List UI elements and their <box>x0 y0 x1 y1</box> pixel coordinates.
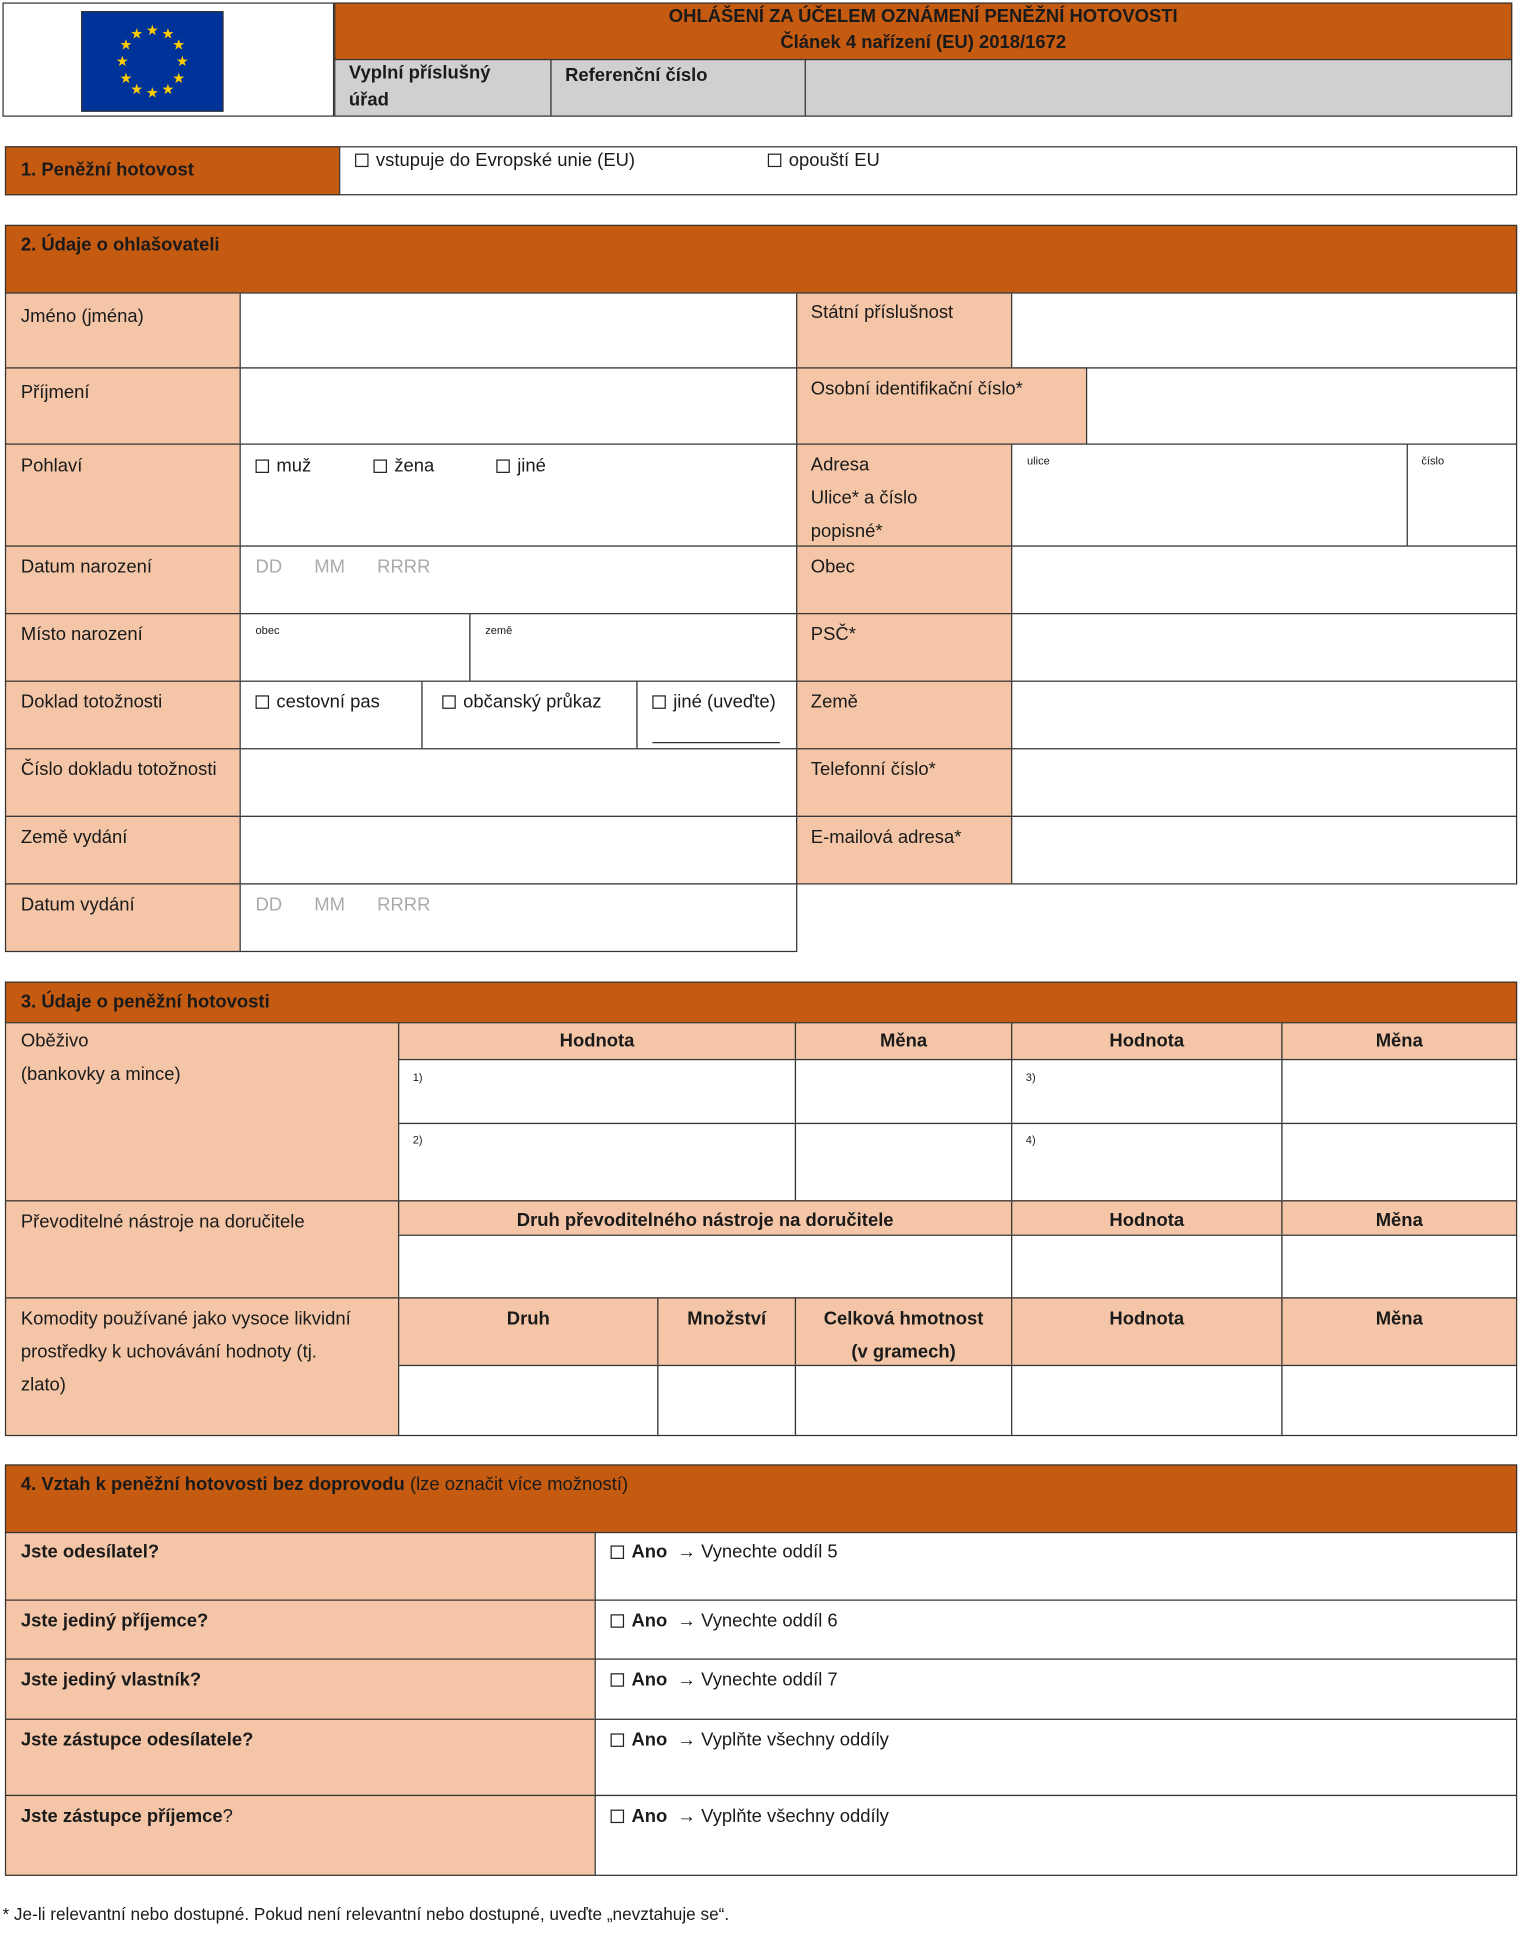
street-field[interactable] <box>1011 443 1408 546</box>
form-subtitle: Článek 4 nařízení (EU) 2018/1672 <box>780 31 1067 53</box>
s3-title: 3. Údaje o peněžní hotovosti <box>20 991 270 1013</box>
id-other-specify-line[interactable] <box>652 742 780 743</box>
currency-value-field[interactable] <box>1011 1059 1282 1124</box>
a-sole-recipient-option[interactable] <box>611 1604 838 1637</box>
email-field[interactable] <box>1011 816 1517 885</box>
country-field[interactable] <box>1011 681 1517 750</box>
col-value-2: Hodnota <box>1109 1030 1185 1052</box>
commodity-quantity-field[interactable] <box>657 1365 796 1436</box>
currency-code-field[interactable] <box>795 1123 1012 1202</box>
row-number: 4) <box>1025 1133 1036 1147</box>
street-hint: ulice <box>1027 454 1050 467</box>
currency-code-field[interactable] <box>1281 1123 1517 1202</box>
label-address-2: Ulice* a číslo <box>810 487 918 509</box>
id-number-field[interactable] <box>240 748 798 817</box>
issue-country-field[interactable] <box>240 816 798 885</box>
checkbox-icon[interactable] <box>355 154 369 168</box>
row-number: 3) <box>1025 1071 1036 1084</box>
label-email: E-mailová adresa* <box>810 826 962 848</box>
id-card-label: občanský průkaz <box>463 691 602 713</box>
col-bni-value: Hodnota <box>1109 1210 1185 1231</box>
a-sender-rep-option[interactable] <box>611 1724 889 1757</box>
label-commodities-2: prostředky k uchovávání hodnoty (tj. <box>20 1341 317 1363</box>
q-recipient-rep-bold: Jste zástupce příjemce <box>20 1805 223 1827</box>
a-recipient-rep-option[interactable] <box>611 1800 889 1833</box>
sex-female-option[interactable] <box>373 450 434 483</box>
commodity-currency-field[interactable] <box>1281 1365 1517 1436</box>
col-currency-2: Měna <box>1375 1030 1423 1052</box>
label-phone: Telefonní číslo* <box>810 759 936 781</box>
yes-label: Ano <box>631 1541 668 1563</box>
checkbox-icon[interactable] <box>256 459 270 473</box>
sex-other-option[interactable] <box>496 450 546 483</box>
q-sender: Jste odesílatel? <box>20 1541 160 1563</box>
label-address-1: Adresa <box>810 454 870 476</box>
checkbox-icon[interactable] <box>611 1810 625 1824</box>
label-surname: Příjmení <box>20 382 90 403</box>
a-sender-option[interactable] <box>611 1536 838 1569</box>
s1-option-in[interactable] <box>355 144 635 177</box>
label-issue-country: Země vydání <box>20 826 128 848</box>
id-passport-label: cestovní pas <box>276 691 380 713</box>
q-sole-recipient: Jste jediný příjemce? <box>20 1610 209 1632</box>
svg-text:★: ★ <box>130 81 144 98</box>
checkbox-icon[interactable] <box>442 695 456 709</box>
label-nationality: Státní příslušnost <box>810 302 954 324</box>
arrow-right-icon: → <box>677 1541 696 1563</box>
label-commodities-1: Komodity používané jako vysoce likvidní <box>20 1308 351 1330</box>
row-number: 2) <box>412 1133 423 1147</box>
checkbox-icon[interactable] <box>611 1614 625 1628</box>
col-weight-1: Celková hmotnost <box>823 1308 984 1330</box>
label-address-3: popisné* <box>810 520 883 542</box>
id-other-option[interactable] <box>652 686 775 719</box>
s1-option-out-label: opouští EU <box>788 149 880 171</box>
checkbox-icon[interactable] <box>256 695 270 709</box>
commodity-kind-field[interactable] <box>398 1365 658 1436</box>
svg-text:★: ★ <box>119 70 133 87</box>
s4-title-note: (lze označit více možností) <box>409 1474 629 1496</box>
label-country: Země <box>810 691 858 713</box>
reference-label: Referenční číslo <box>565 65 708 86</box>
q-sender-rep: Jste zástupce odesílatele? <box>20 1729 254 1751</box>
col-kind: Druh <box>506 1308 550 1330</box>
sex-other-label: jiné <box>517 455 546 477</box>
checkbox-icon[interactable] <box>768 154 782 168</box>
eu-flag-icon <box>81 11 224 112</box>
checkbox-icon[interactable] <box>652 695 666 709</box>
phone-field[interactable] <box>1011 748 1517 817</box>
svg-text:★: ★ <box>175 54 189 71</box>
postcode-field[interactable] <box>1011 613 1517 682</box>
q-sole-owner: Jste jediný vlastník? <box>20 1669 202 1691</box>
col-bni-type: Druh převoditelného nástroje na doručitele <box>516 1210 894 1231</box>
q-recipient-rep <box>21 1800 233 1833</box>
bni-currency-field[interactable] <box>1281 1235 1517 1299</box>
currency-code-field[interactable] <box>1281 1059 1517 1124</box>
label-bni: Převoditelné nástroje na doručitele <box>20 1211 305 1233</box>
nationality-field[interactable] <box>1011 292 1517 368</box>
checkbox-icon[interactable] <box>373 459 387 473</box>
authority-label: Vyplní příslušný úřad <box>348 62 491 111</box>
id-passport-option[interactable] <box>256 686 380 719</box>
bni-value-field[interactable] <box>1011 1235 1282 1299</box>
svg-text:★: ★ <box>145 23 159 40</box>
label-personal-id: Osobní identifikační číslo* <box>810 378 1023 400</box>
yes-label: Ano <box>631 1610 668 1632</box>
checkbox-icon[interactable] <box>611 1673 625 1687</box>
col-comm-value: Hodnota <box>1109 1308 1185 1330</box>
label-id-number: Číslo dokladu totožnosti <box>20 759 217 781</box>
q-recipient-rep-mark: ? <box>222 1805 233 1827</box>
s2-title: 2. Údaje o ohlašovateli <box>20 234 220 256</box>
col-bni-currency: Měna <box>1375 1210 1423 1231</box>
svg-text:★: ★ <box>172 70 186 87</box>
s1-option-out[interactable] <box>768 144 880 177</box>
label-id-doc: Doklad totožnosti <box>20 691 163 713</box>
instruction-text: Vynechte oddíl 5 <box>701 1541 838 1563</box>
issue-date-placeholder: DD MM RRRR <box>255 894 431 916</box>
house-number-hint: číslo <box>1421 454 1445 467</box>
commodity-value-field[interactable] <box>1011 1365 1282 1436</box>
currency-value-field[interactable] <box>398 1123 796 1202</box>
s1-option-in-label: vstupuje do Evropské unie (EU) <box>375 149 636 171</box>
label-pob: Místo narození <box>20 624 143 645</box>
pob-country-hint: země <box>485 624 513 637</box>
s1-title: 1. Peněžní hotovost <box>20 159 194 181</box>
label-currency-2: (bankovky a mince) <box>20 1063 181 1085</box>
checkbox-icon[interactable] <box>611 1733 625 1747</box>
sex-male-option[interactable] <box>256 450 312 483</box>
label-currency-1: Oběživo <box>20 1030 89 1052</box>
label-postcode: PSČ* <box>810 624 856 645</box>
svg-text:★: ★ <box>119 37 133 54</box>
id-card-option[interactable] <box>442 686 601 719</box>
label-first-names: Jméno (jména) <box>20 305 144 327</box>
label-city: Obec <box>810 556 855 578</box>
svg-text:★: ★ <box>172 37 186 54</box>
bni-type-field[interactable] <box>398 1235 1012 1299</box>
commodity-weight-field[interactable] <box>795 1365 1012 1436</box>
eu-stars-icon <box>82 12 222 110</box>
col-quantity: Množství <box>687 1308 767 1330</box>
dob-placeholder: DD MM RRRR <box>255 556 431 578</box>
instruction-text: Vynechte oddíl 6 <box>701 1610 838 1632</box>
currency-value-field[interactable] <box>1011 1123 1282 1202</box>
s4-title-main: 4. Vztah k peněžní hotovosti bez doprovodu <box>20 1474 405 1496</box>
sex-female-label: žena <box>394 455 435 477</box>
pob-country-field[interactable] <box>469 613 797 682</box>
checkbox-icon[interactable] <box>496 459 510 473</box>
label-sex: Pohlaví <box>20 455 83 477</box>
personal-id-field[interactable] <box>1086 367 1517 444</box>
label-dob: Datum narození <box>20 556 153 578</box>
label-issue-date: Datum vydání <box>20 894 135 916</box>
yes-label: Ano <box>631 1805 668 1827</box>
row-number: 1) <box>412 1071 423 1084</box>
footnote: * Je-li relevantní nebo dostupné. Pokud není relevantní nebo dostupné, uveďte „nevztahuje se“. <box>2 1904 730 1924</box>
instruction-text: Vynechte oddíl 7 <box>701 1669 838 1691</box>
yes-label: Ano <box>631 1669 668 1691</box>
svg-text:★: ★ <box>130 26 144 43</box>
sex-male-label: muž <box>276 455 312 477</box>
label-commodities-3: zlato) <box>20 1374 66 1396</box>
col-comm-currency: Měna <box>1375 1308 1423 1330</box>
surname-field[interactable] <box>240 367 798 444</box>
svg-text:★: ★ <box>115 54 129 71</box>
col-value-1: Hodnota <box>559 1030 635 1052</box>
arrow-right-icon: → <box>677 1669 696 1691</box>
s2-title-bar <box>5 225 1517 294</box>
yes-label: Ano <box>631 1729 668 1751</box>
currency-code-field[interactable] <box>795 1059 1012 1124</box>
s4-title <box>21 1468 628 1501</box>
arrow-right-icon: → <box>677 1805 696 1827</box>
checkbox-icon[interactable] <box>611 1545 625 1559</box>
col-currency-1: Měna <box>880 1030 928 1052</box>
city-field[interactable] <box>1011 545 1517 614</box>
pob-town-hint: obec <box>255 624 280 637</box>
svg-text:★: ★ <box>145 85 159 102</box>
a-sole-owner-option[interactable] <box>611 1663 838 1696</box>
id-other-label: jiné (uveďte) <box>673 691 776 713</box>
currency-value-field[interactable] <box>398 1059 796 1124</box>
col-weight-2: (v gramech) <box>851 1341 956 1363</box>
first-names-field[interactable] <box>240 292 798 368</box>
arrow-right-icon: → <box>677 1610 696 1632</box>
arrow-right-icon: → <box>677 1729 696 1751</box>
svg-text:★: ★ <box>161 81 175 98</box>
instruction-text: Vyplňte všechny oddíly <box>701 1729 889 1751</box>
instruction-text: Vyplňte všechny oddíly <box>701 1805 889 1827</box>
form-title: OHLÁŠENÍ ZA ÚČELEM OZNÁMENÍ PENĚŽNÍ HOTOVOSTI <box>668 6 1178 28</box>
reference-number-field[interactable] <box>805 59 1513 117</box>
svg-text:★: ★ <box>161 26 175 43</box>
